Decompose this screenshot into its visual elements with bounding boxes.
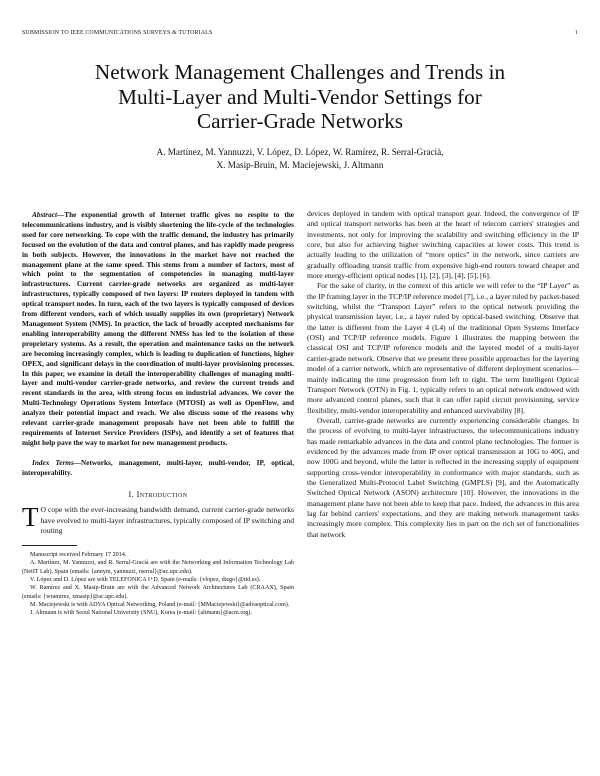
running-title: SUBMISSION TO IEEE COMMUNICATIONS SURVEYS & TUTORIALS: [22, 30, 213, 36]
footnote-divider: [22, 545, 77, 546]
title-line-3: Carrier-Grade Networks: [196, 109, 404, 133]
footnote-affiliation: J. Altmann is with Seoul National University (SNU), Korea (e-mail: {altmann}@acm.org).: [30, 610, 252, 617]
introduction-text: O cope with the ever-increasing bandwidth demand, current carrier-grade networks have evolved to multi-layer infrastructures, typically composed of IP switching and routing: [40, 505, 294, 535]
page-number: 1: [574, 30, 578, 36]
authors-line-2: X. Masip-Bruin, M. Maciejewski, J. Altmann: [216, 159, 384, 170]
paper-title: [40, 60, 560, 134]
abstract: [22, 211, 294, 449]
index-terms-text: —Networks, management, multi-layer, multi-vendor, IP, optical, interoperability.: [22, 458, 295, 477]
index-terms-label: Index Terms: [32, 458, 74, 467]
authors-line-1: A. Martínez, M. Yannuzzi, V. López, D. López, W. Ramírez, R. Serral-Gracià,: [156, 147, 444, 157]
drop-cap: T: [22, 502, 39, 533]
abstract-text: —The exponential growth of Internet traffic gives no respite to the telecommunications industry, and is visibly shortening the life-cycle of the technologies used for core networking. To cope with the traffic demand, the industry has primarily focused on the evolution of the data and control planes, and has rapidly made progress in both subjects. However, the innovations in the market have not reached the management plane at the same speed. This stems from a number of factors, most of which point to the segmentation of competencies in managing multi-layer infrastructures. Current carrier-grade networks are organized as multi-layer infrastructures, typically composed of two layers: IP routers deployed in tandem with optical transport nodes. In turn, each of the two layers is typically composed of devices from different vendors, each of which usually supplies its own (proprietary) Network Management System (NMS). In practice, the lack of broadly accepted mechanisms for enabling interoperability among the different NMSs has led to the isolation of these proprietary systems. As a result, the operation and maintenance tasks on the network are becoming increasingly complex, which is leading to duplication of functions, higher OPEX, and significant delays in the coordination of multi-layer provisioning processes. In this paper, we examine in detail the interoperability challenges of managing multi-layer and multi-vendor carrier-grade networks, and review the current trends and recent standards in the area, with strong focus on industrial advances. We cover the Multi-Technology Operations System Interface (MTOSI) as well as OpenFlow, and analyze their potential impact and reach. We also discuss some of the reasons why relevant carrier-grade management proposals have not been able to fulfill the requirements of Internet Service Providers (ISPs), and identify a set of features that might help pave the way to market for new management products.: [22, 211, 294, 447]
section-heading-introduction: I. Introduction: [128, 489, 188, 499]
left-column: [22, 211, 294, 617]
abstract-label: Abstract: [32, 211, 57, 219]
body-paragraph: For the sake of clarity, in the context of this article we will refer to the “IP Layer” as the IP framing layer in the TCP/IP reference model [7], i.e., a layer ruled by packet-based switching, whilst the “Transport Layer” refers to the optical network providing the physical transmission layer, i.e., a layer ruled by optical-based switching. Observe that the latter is different from the Layer 4 (L4) of the traditional Open Systems Interface (OSI) and TCP/IP reference models. Figure 1 illustrates the mapping between the classical OSI and TCP/IP reference models and the layered model of a multi-layer carrier-grade network. Observe that we present three possible approaches for the layering model of a carrier network, which are representative of different deployment scenarios—mainly indicating the time progression from left to right. The term Intelligent Optical Transport Network (OTN) in Fig. 1, typically refers to an optical network endowed with more advanced control planes, such that it can offer rapid circuit provisioning, service flexibility, multi-vendor interoperability and enhanced survivability [8].: [307, 281, 579, 415]
footnote-manuscript: Manuscript received February 17 2014.: [30, 552, 127, 559]
title-line-2: Multi-Layer and Multi-Vendor Settings for: [118, 84, 482, 109]
footnote-affiliation: A. Martínez, M. Yannuzzi, and R. Serral-Gracià are with the Networking and Information Technology Lab (NetIT Lab), Spain (emails: {annym, yannuzzi, rserral}@ac.upc.edu).: [22, 560, 294, 575]
body-paragraph: Overall, carrier-grade networks are currently experiencing considerable changes. In the process of evolving to multi-layer infrastructures, the telecommunications industry has made remarkable advances in the data and control plane technologies. The former is evidenced by the advances made from IP over optical transmission at 10G to 40G, and now 100G and beyond, while the latter is reflected in the increasing supply of equipment supporting cross-vendor interoperability in conformance with major standards, such as the Generalized Multi-Protocol Label Switching (GMPLS) [9], and the Automatically Switched Optical Network (ASON) architecture [10]. However, the innovations in the management plane have not been able to keep that pace. Indeed, the advances in this area lag far behind carriers' expectations, and they are making network management tasks increasingly more complex. This complexity lies in part on the rich set of functionalities that network: [307, 415, 579, 539]
title-line-1: Network Management Challenges and Trends in: [94, 60, 506, 84]
body-paragraph: devices deployed in tandem with optical transport gear. Indeed, the convergence of IP and optical transport networks has been at the heart of telecom carriers' strategies and investments, not only for improving the scalability and switching efficiency in the IP core, but also for achieving higher switching capacities at lower costs. This trend is actually leading to the utilization of “more optics” in the network, since carriers are gradually offloading transit traffic from expensive high-end routers toward cheaper and more energy-efficient optical nodes [1], [2], [3], [4], [5], [6].: [307, 209, 579, 281]
author-list: [70, 146, 530, 171]
footnotes: [22, 551, 294, 617]
introduction-paragraph: [22, 502, 294, 536]
footnote-affiliation: M. Maciejewski is with ADVA Optical Networking, Poland (e-mail: {MMaciejewski}@advaoptical.com).: [30, 601, 290, 608]
right-column: [307, 209, 579, 540]
running-header: [22, 30, 578, 36]
footnote-affiliation: V. López and D. López are with TELEFONICA I+D, Spain (e-mails: {vlopez, diego}@tid.es).: [30, 576, 261, 583]
footnote-affiliation: W. Ramírez and X. Masip-Bruin are with the Advanced Network Architectures Lab (CRAAX), Spain (emails: {wramirez, xmasip}@ac.upc.edu).: [22, 585, 294, 600]
index-terms: [22, 459, 294, 479]
